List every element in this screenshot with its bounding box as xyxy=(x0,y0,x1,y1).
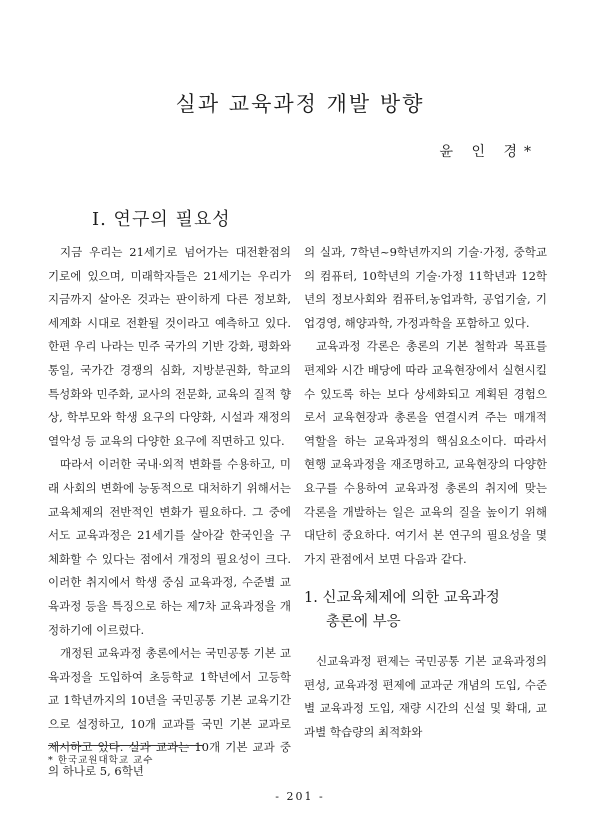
subsection-heading-line2: 총론에 부응 xyxy=(326,614,401,630)
footnote: * 한국교원대학교 교수 xyxy=(48,755,154,766)
page-title: 실과 교육과정 개발 방향 xyxy=(175,92,425,116)
subsection-heading xyxy=(304,586,554,634)
author-name: 윤 인 경* xyxy=(439,144,538,160)
paragraph: 개정된 교육과정 총론에서는 국민공통 기본 교육과정을 도입하여 초등학교 1학년에서 고등학교 1학년까지의 10년을 국민공통 기본 교육기간으로 설정하고, 10개 교과를 국민 기본 교과로 제시하고 있다. 실과 교과는 10개 기본 교과 중의 하나로 5, 6학년 xyxy=(48,646,291,779)
paragraph: 따라서 이러한 국내·외적 변화를 수용하고, 미래 사회의 변화에 능동적으로 대처하기 위해서는 교육체제의 전반적인 변화가 필요하다. 그 중에서도 교육과정은 21세기를 살아갈 한국인을 구체화할 수 있다는 점에서 개정의 필요성이 크다. 이러한 취지에서 학생 중심 교육과정, 수준별 교육과정 등을 특징으로 하는 제7차 교육과정을 개정하기에 이르렀다. xyxy=(48,457,291,637)
section-heading: Ⅰ. 연구의 필요성 xyxy=(92,209,231,230)
right-column-continued xyxy=(304,650,547,744)
paragraph: 교육과정 각론은 총론의 기본 철학과 목표를 편제와 시간 배당에 따라 교육현장에서 실현시킬 수 있도록 하는 보다 상세화되고 계획된 경험으로서 교육현장과 총론을 연결시켜 주는 매개적 역할을 하는 교육과정의 핵심요소이다. 따라서 현행 교육과정을 재조명하고, 교육현장의 다양한 요구를 수용하여 교육과정 총론의 취지에 맞는 각론을 개발하는 일은 교육의 질을 높이기 위해 대단히 중요하다. 여기서 본 연구의 필요성을 몇 가지 관점에서 보면 다음과 같다. xyxy=(304,339,547,566)
page-number: - 201 - xyxy=(275,790,325,803)
subsection-heading-line1: 1. 신교육체제에 의한 교육과정 xyxy=(304,590,500,606)
paragraph: 지금 우리는 21세기로 넘어가는 대전환점의 기로에 있으며, 미래학자들은 21세기는 우리가 지금까지 살아온 것과는 판이하게 다른 정보화, 세계화 시대로 전환될 것이라고 예측하고 있다. 한편 우리 나라는 민주 국가의 기반 강화, 평화와 통일, 국가간 경쟁의 심화, 지방분권화, 학교의 특성화와 민주화, 교사의 전문화, 교육의 질적 향상, 학부모와 학생 요구의 다양화, 시설과 재정의 열악성 등 교육의 다양한 요구에 직면하고 있다. xyxy=(48,245,291,448)
right-column xyxy=(304,241,547,571)
paragraph: 의 실과, 7학년~9학년까지의 기술·가정, 중학교의 컴퓨터, 10학년의 기술·가정 11학년과 12학년의 정보사회와 컴퓨터,농업과학, 공업기술, 기업경영, 해양과학, 가정과학을 포함하고 있다. xyxy=(304,245,547,330)
left-column xyxy=(48,241,291,784)
paragraph: 신교육과정 편제는 국민공통 기본 교육과정의 편성, 교육과정 편제에 교과군 개념의 도입, 수준별 교육과정 도입, 재량 시간의 신설 및 확대, 교과별 학습량의 최적화와 xyxy=(304,654,547,739)
footnote-divider xyxy=(48,745,204,746)
